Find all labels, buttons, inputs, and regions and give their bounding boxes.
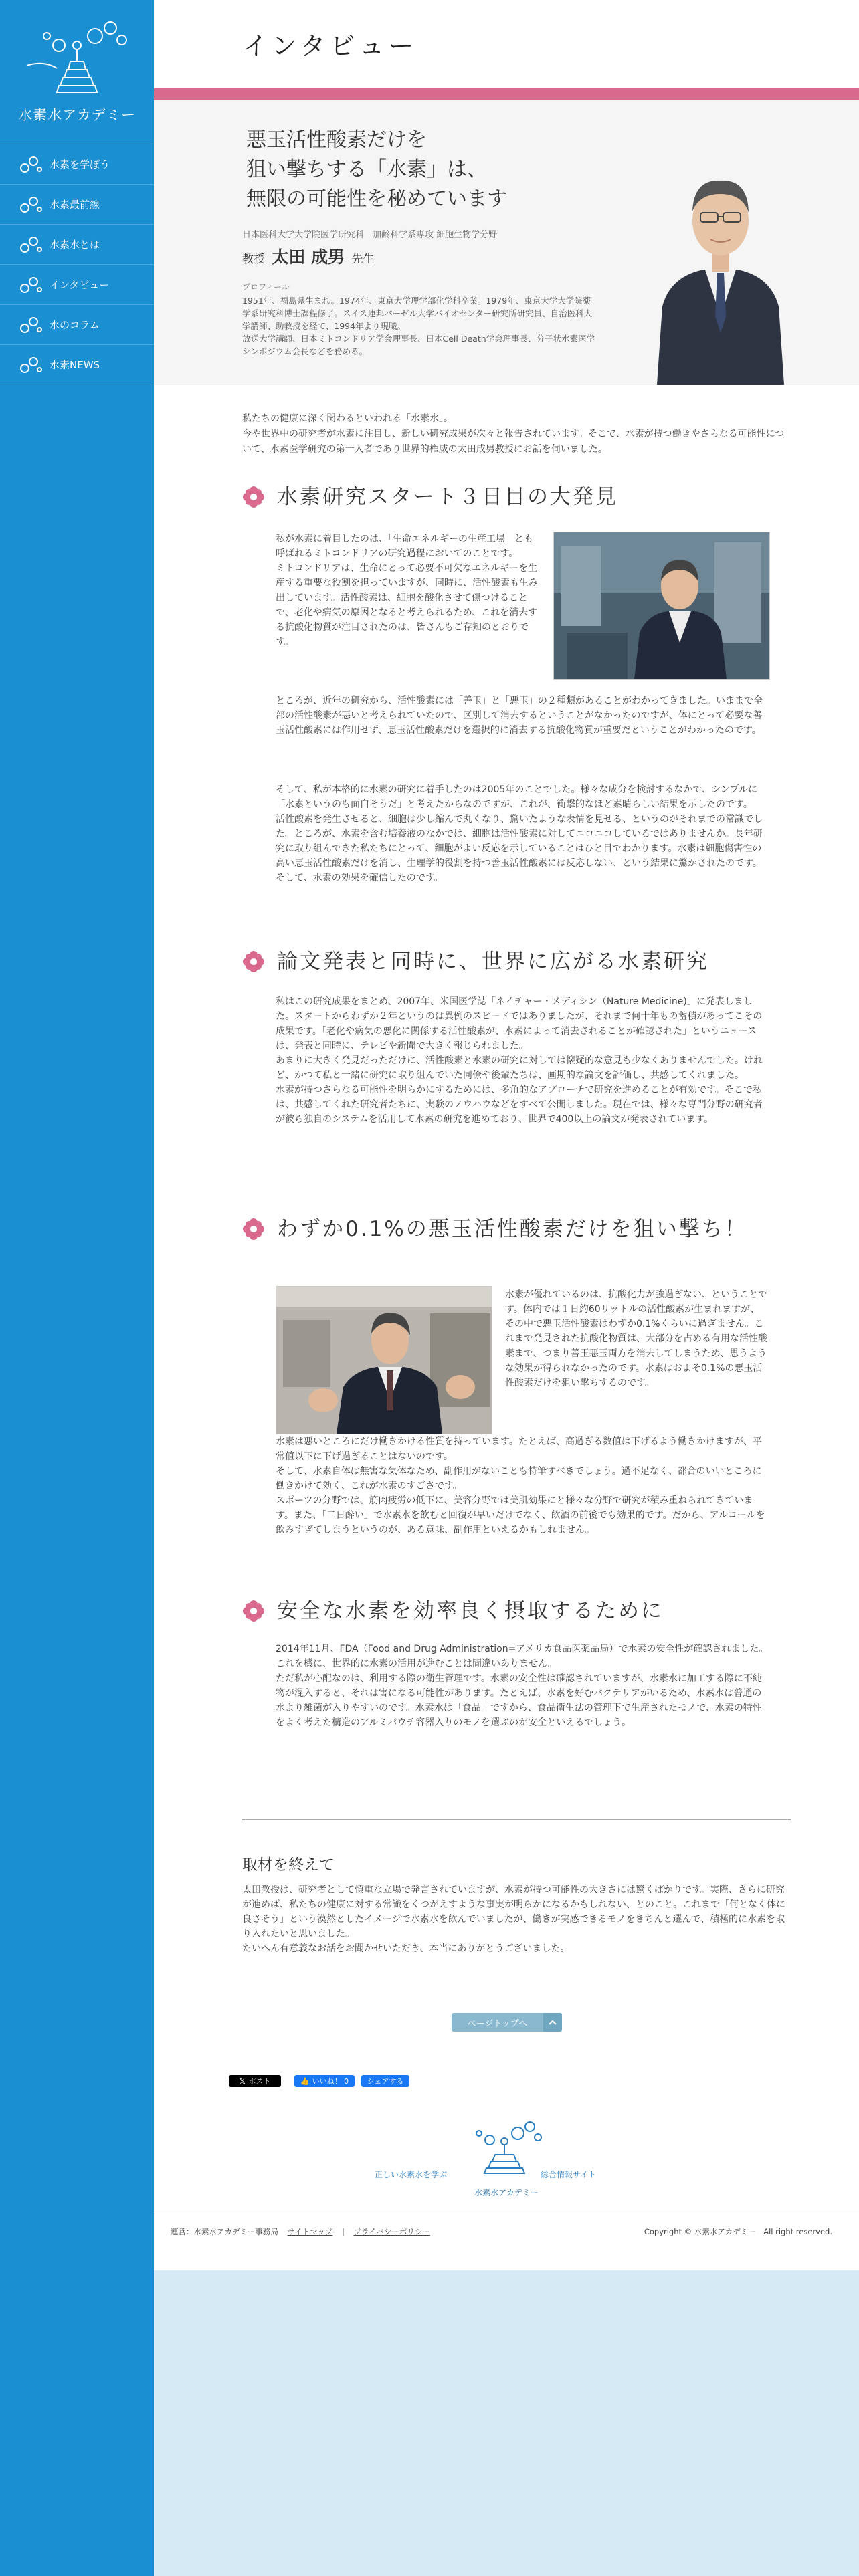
like-button[interactable] bbox=[294, 2075, 355, 2087]
bubbles-icon bbox=[19, 355, 43, 375]
section-heading-text: 安全な水素を効率良く摂取するために bbox=[277, 1599, 664, 1623]
section-heading-text: 論文発表と同時に、世界に広がる水素研究 bbox=[277, 950, 709, 974]
interview-headline: 悪玉活性酸素だけを 狙い撃ちする「水素」は、 無限の可能性を秘めています bbox=[246, 128, 507, 211]
sidebar-item-news[interactable] bbox=[0, 345, 154, 385]
interview-header bbox=[154, 100, 859, 385]
section-divider bbox=[242, 1819, 791, 1820]
logo-icon bbox=[20, 19, 134, 99]
footer-site-name: 水素水アカデミー bbox=[474, 2188, 539, 2197]
x-icon: 𝕏 bbox=[239, 2076, 246, 2086]
privacy-policy-link[interactable]: プライバシーポリシー bbox=[353, 2227, 430, 2236]
sidebar-item-label: インタビュー bbox=[50, 279, 110, 291]
section-4-paragraph-1: 2014年11月、FDA（Food and Drug Administration=アメリカ食品医薬品局）で水素の安全性が確認されました。これを機に、世界的に水素の活用が進むことは間違いありません。 ただ私が心配なのは、利用する際の衛生管理です。水素の安全性は確認されていますが、水素水に加工する際に不純物が混入すると、それは害になる可能性があります。たとえば、水素を好むバクテリアがいるため、水素水は普通の水より雑菌が入りやすいのです。水素水は「食品」ですから、食品衛生法の管理下で生産されたモノで、水素の特性をよく考えた構造のアルミパウチ容器入りのモノを選ぶのが安全といえるでしょう。 bbox=[276, 1644, 769, 1728]
portrait-photo bbox=[650, 159, 791, 385]
role-label: 教授 bbox=[242, 253, 265, 266]
section-heading-2 bbox=[242, 948, 791, 976]
affiliation: 日本医科大学大学院医学研究科 加齢科学系専攻 細胞生物学分野 bbox=[242, 230, 498, 240]
sidebar-item-label: 水素水とは bbox=[50, 239, 100, 251]
bubbles-icon bbox=[19, 154, 43, 175]
section-1-paragraph-2: ところが、近年の研究から、活性酸素には「善玉」と「悪玉」の２種類があることがわかってきました。いままで全部の活性酸素が悪いと考えられていたので、区別して消去するということがなかったのですが、体にとって必要な善玉活性酸素には作用せず、悪玉活性酸素だけを選択的に消去する抗酸化物質が重要だということがわかったのです。 bbox=[276, 695, 763, 736]
logo-text: 水素水アカデミー bbox=[18, 107, 136, 123]
page-top-button[interactable] bbox=[452, 2013, 562, 2032]
intro-text: 私たちの健康に深く関わるといわれる「水素水」。 今や世界中の研究者が水素に注目し、新しい研究成果が次々と報告されています。そこで、水素が持つ働きやさらなる可能性について、水素医学研究の第一人者であり世界的権威の太田成男教授にお話を伺いました。 bbox=[242, 413, 785, 455]
section-1-paragraph-3: そして、私が本格的に水素の研究に着手したのは2005年のことでした。様々な成分を検討するなかで、シンプルに「水素というのも面白そうだ」と考えたからなのですが、これが、衝撃的なほど素晴らしい結果を示したのです。 活性酸素を発生させると、細胞は少し縮んで丸くなり、驚いたような表情を見せる、というのがそれまでの常識でした。ところが、水素を含む培養液のなかでは、細胞は活性酸素に対してニコニコしているではありませんか。長年研究に取り組んできた私たちにとって、細胞がよい反応を示していることはひと目でわかります。水素は細胞傷害性の高い悪玉活性酸素だけを消し、生理学的役割を持つ善玉活性酸素には反応しない、という結果に驚かされたのです。そして、水素の効果を確信したのです。 bbox=[276, 784, 763, 883]
section-heading-text: わずか0.1%の悪玉活性酸素だけを狙い撃ち！ bbox=[277, 1217, 747, 1241]
share-button[interactable] bbox=[361, 2075, 409, 2087]
name-label: 太田 成男 bbox=[272, 247, 345, 267]
title-divider bbox=[154, 88, 859, 100]
sidebar-item-label: 水のコラム bbox=[50, 319, 100, 331]
section-heading-4 bbox=[242, 1597, 791, 1625]
epilogue-title: 取材を終えて bbox=[242, 1856, 335, 1874]
sidebar-item-about[interactable] bbox=[0, 225, 154, 265]
copyright: Copyright © 水素水アカデミー All right reserved. bbox=[644, 2227, 832, 2236]
sidebar bbox=[0, 0, 154, 2576]
bubbles-icon bbox=[19, 235, 43, 255]
section-heading-text: 水素研究スタート３日目の大発見 bbox=[277, 485, 618, 509]
profile-text: 1951年、福島県生まれ。1974年、東京大学理学部化学科卒業。1979年、東京大学大学院薬学系研究科博士課程修了。スイス連邦バーゼル大学バイオセンター研究所研究員、自治医科大学講師、助教授を経て、1994年より現職。 放送大学講師、日本ミトコンドリア学会理事長、日本Cell Death学会理事長、分子状水素医学シンポジウム会長などを務める。 bbox=[242, 296, 595, 356]
section-2-paragraph-1: 私はこの研究成果をまとめ、2007年、米国医学誌「ネイチャー・メディシン（Nature Medicine)」に発表しました。スタートからわずか２年というのは異例のスピードではありましたが、それまで何十年もの蓄積があってこその成果です。「老化や病気の悪化に関係する活性酸素が、水素によって消去されることが確認された」というニュースは、発表と同時に、テレビや新聞で大きく報じられました。 あまりに大きく発見だっただけに、活性酸素と水素の研究に対しては懐疑的な意見も少なくありませんでした。けれど、かつて私と一緒に研究に取り組んでいた同僚や後輩たちは、画期的な論文を評価し、共感してくれました。 水素が持つさらなる可能性を明らかにするためには、多角的なアプローチで研究を進めることが有効です。そこで私は、共感してくれた研究者たちに、実験のノウハウなどをすべて公開しました。現在では、様々な専門分野の研究者が彼ら独自のシステムを活用して水素の研究を進めており、世界で400以上の論文が発表されています。 bbox=[276, 996, 763, 1125]
bubbles-icon bbox=[19, 195, 43, 215]
section-heading-1 bbox=[242, 483, 791, 511]
profile-label: プロフィール bbox=[242, 282, 290, 292]
footer-logo-icon bbox=[464, 2120, 545, 2177]
sidebar-item-label: 水素を学ぼう bbox=[50, 158, 110, 171]
sidebar-item-learn[interactable] bbox=[0, 144, 154, 185]
gesture-photo bbox=[276, 1286, 492, 1434]
sidebar-item-frontline[interactable] bbox=[0, 185, 154, 225]
tweet-label: ポスト bbox=[248, 2077, 271, 2086]
sidebar-item-label: 水素NEWS bbox=[50, 359, 100, 371]
interviewee-name bbox=[242, 244, 375, 268]
site-logo[interactable] bbox=[0, 0, 154, 144]
like-label: いいね！ 0 bbox=[312, 2077, 349, 2086]
section-3-paragraph-1: 水素が優れているのは、抗酸化力が強過ぎない、ということです。体内では１日約60リットルの活性酸素が生まれますが、その中で悪玉活性酸素はわずか0.1%くらいに過ぎません。これまで発見された抗酸化物質は、大部分を占める有用な活性酸素まで、つまり善玉悪玉両方を消去してしまうため、思うような効果が得られなかったのです。水素はおよそ0.1%の悪玉活性酸素だけを狙い撃ちするのです。 bbox=[505, 1289, 767, 1388]
main-content bbox=[154, 0, 859, 2576]
sidebar-item-label: 水素最前線 bbox=[50, 199, 100, 211]
sitemap-link[interactable]: サイトマップ bbox=[287, 2227, 333, 2236]
content-card bbox=[154, 0, 859, 2270]
section-1-paragraph-1: 私が水素に着目したのは、「生命エネルギーの生産工場」とも呼ばれるミトコンドリアの研究過程においてのことです。 ミトコンドリアは、生命にとって必要不可欠なエネルギーを生産する重要な役割を担っていますが、同時に、活性酸素も生み出しています。活性酸素は、細胞を酸化させて傷つけることで、老化や病気の原因となると考えられるため、これを消去する抗酸化物質が注目されたのは、皆さんもご存知のとおりです。 bbox=[276, 534, 538, 647]
section-3-paragraph-2: 水素は悪いところにだけ働きかける性質を持っています。たとえば、高過ぎる数値は下げるよう働きかけますが、平常値以下に下げ過ぎることはないのです。 そして、水素自体は無害な気体なため、副作用がないことも特筆すべきでしょう。過不足なく、都合のいいところに働きかけて効く、これが水素のすごさです。 スポーツの分野では、筋肉疲労の低下に、美容分野では美肌効果にと様々な分野で研究が積み重ねられてきています。また、「二日酔い」で水素水を飲むと回復が早いだけでなく、飲酒の前後でも効果的です。だから、アルコールを飲みすぎてしまうというのが、ある意味、副作用といえるかもしれません。 bbox=[276, 1436, 765, 1535]
lab-photo bbox=[553, 532, 770, 680]
footer-separator: | bbox=[341, 2227, 345, 2236]
share-label: シェアする bbox=[367, 2077, 404, 2086]
sidebar-item-column[interactable] bbox=[0, 305, 154, 345]
flower-icon bbox=[242, 486, 265, 508]
honorific-label: 先生 bbox=[351, 253, 375, 266]
epilogue-text: 太田教授は、研究者として慎重な立場で発言されていますが、水素が持つ可能性の大きさには驚くばかりです。実際、さらに研究が進めば、私たちの健康に対する常識をくつがえすような事実が明らかになるかもしれない、とのこと。これまで「何となく体に良さそう」という漠然としたイメージで水素水を飲んでいましたが、働きが実感できるモノをきちんと選んで、積極的に水素を取り入れたいと思いました。 たいへん有意義なお話をお聞かせいただき、本当にありがとうございました。 bbox=[242, 1885, 785, 1954]
tweet-button[interactable] bbox=[229, 2075, 281, 2087]
page-top-label: ページトップへ bbox=[467, 2018, 528, 2029]
sidebar-item-interview[interactable] bbox=[0, 265, 154, 305]
chevron-up-icon bbox=[543, 2013, 562, 2032]
section-heading-3 bbox=[242, 1215, 791, 1243]
page-title: インタビュー bbox=[242, 31, 418, 61]
footer-slogan-left: 正しい水素水を学ぶ bbox=[375, 2170, 448, 2179]
bubbles-icon bbox=[19, 275, 43, 295]
flower-icon bbox=[242, 1600, 265, 1622]
flower-icon bbox=[242, 950, 265, 973]
flower-icon bbox=[242, 1218, 265, 1241]
thumbs-up-icon: 👍 bbox=[300, 2076, 310, 2086]
footer-operator: 運営：水素水アカデミー事務局 bbox=[171, 2227, 278, 2236]
footer-bar bbox=[154, 2214, 859, 2248]
bubbles-icon bbox=[19, 315, 43, 335]
footer-slogan-right: 総合情報サイト bbox=[541, 2170, 597, 2179]
